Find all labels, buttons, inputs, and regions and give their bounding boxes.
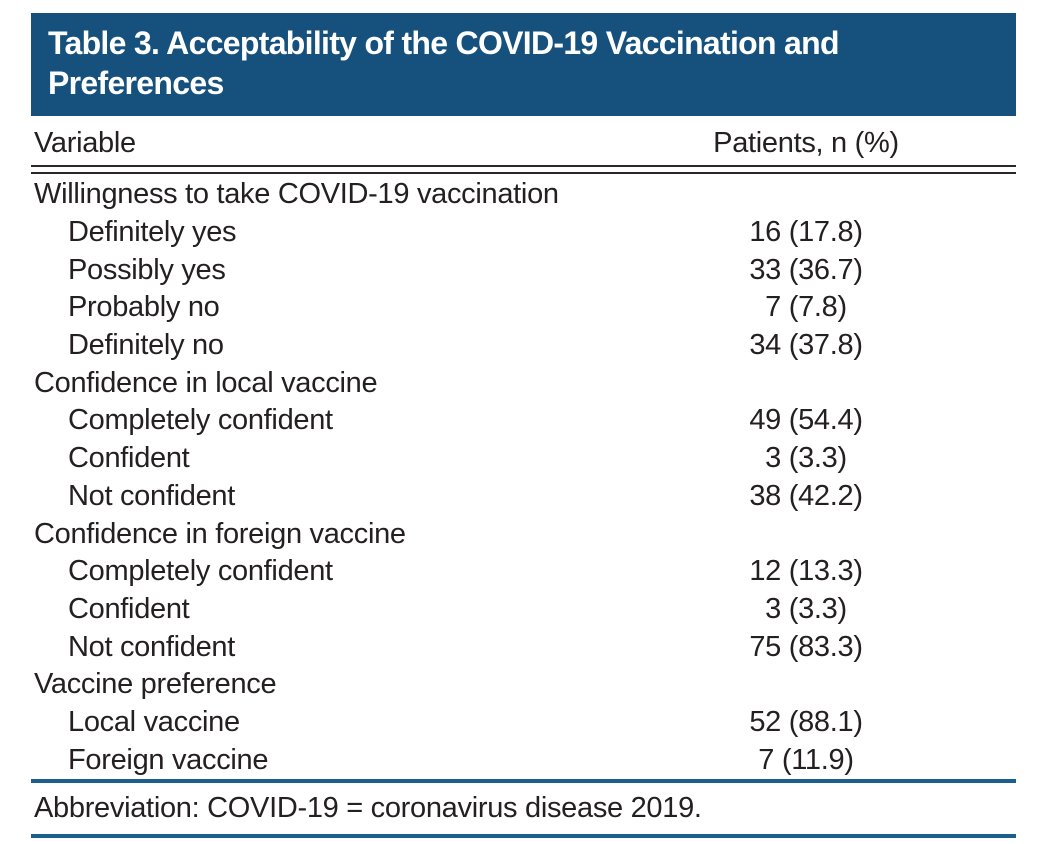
header-divider [31,165,1016,174]
row-value: 7 (7.8) [765,291,847,324]
row-label: Foreign vaccine [68,743,269,776]
table-row [31,515,1016,553]
row-label: Willingness to take COVID-19 vaccination [34,178,559,211]
row-label: Probably no [68,291,220,324]
row-label: Vaccine preference [34,668,277,701]
row-value: 52 (88.1) [749,705,863,738]
row-label: Definitely yes [68,216,237,249]
table-row [31,327,1016,365]
row-label: Definitely no [68,329,224,362]
row-value: 12 (13.3) [749,555,863,588]
row-label: Possibly yes [68,253,226,286]
row-label: Not confident [68,630,235,663]
row-value: 49 (54.4) [749,404,863,437]
table-row [31,741,1016,779]
row-label: Confidence in foreign vaccine [34,517,406,550]
table-title-banner [31,13,1016,116]
table-row [31,704,1016,742]
column-header-variable: Variable [34,127,136,159]
column-header-patients: Patients, n (%) [713,127,899,159]
row-label: Completely confident [68,404,333,437]
table-row [31,628,1016,666]
table-row [31,478,1016,516]
row-label: Confidence in local vaccine [34,366,378,399]
row-label: Local vaccine [68,705,240,738]
row-value: 16 (17.8) [749,216,863,249]
row-value: 34 (37.8) [749,329,863,362]
footnote-divider-bottom [31,834,1016,838]
table-row [31,289,1016,327]
row-label: Confident [68,592,190,625]
table-row [31,214,1016,252]
table-row [31,402,1016,440]
table-title: Table 3. Acceptability of the COVID-19 Vaccination and Preferences [48,25,839,101]
row-label: Not confident [68,479,235,512]
table-row [31,364,1016,402]
table-row [31,176,1016,214]
row-label: Completely confident [68,555,333,588]
row-value: 38 (42.2) [749,479,863,512]
row-value: 33 (36.7) [749,253,863,286]
table-row [31,591,1016,629]
row-value: 3 (3.3) [765,442,847,475]
row-value: 7 (11.9) [758,743,854,776]
table-row [31,553,1016,591]
abbreviation-note: Abbreviation: COVID-19 = coronavirus disease 2019. [34,792,702,824]
table-row [31,251,1016,289]
table-figure [31,13,1016,838]
row-value: 75 (83.3) [749,630,863,663]
row-label: Confident [68,442,190,475]
row-value: 3 (3.3) [765,592,847,625]
table-body [31,174,1016,779]
table-row [31,666,1016,704]
column-header-row [31,116,1016,165]
table-row [31,440,1016,478]
